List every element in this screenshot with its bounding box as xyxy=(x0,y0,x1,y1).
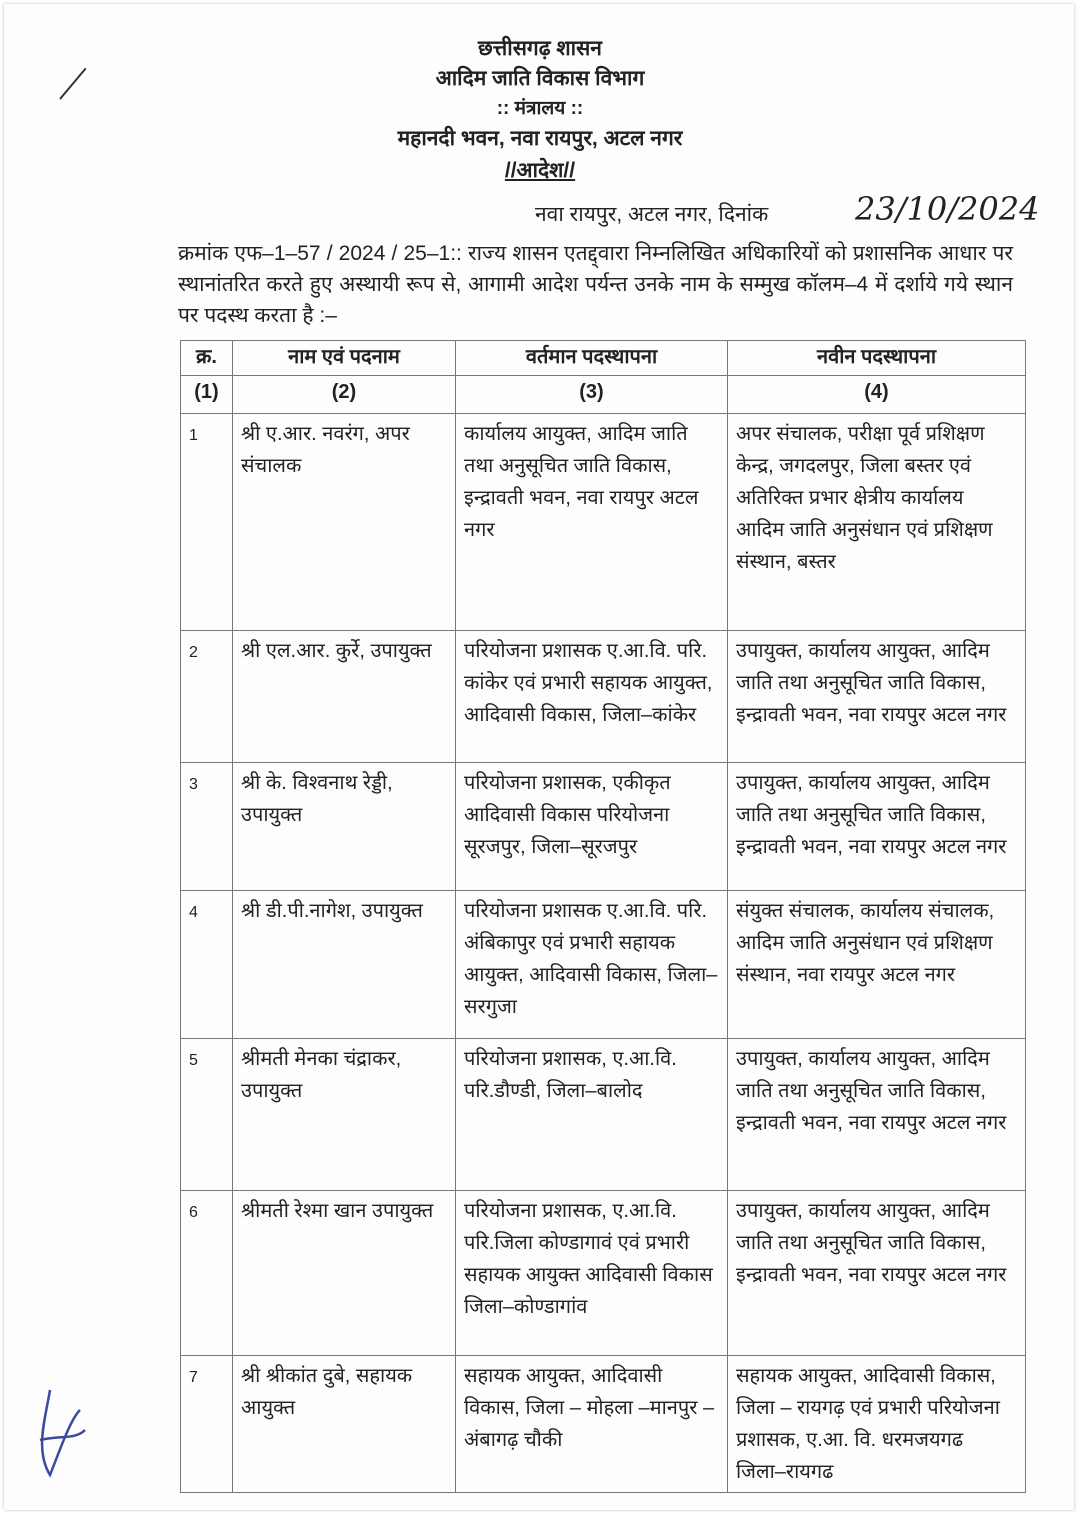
ministry-label: :: मंत्रालय :: xyxy=(496,98,584,119)
table-row xyxy=(181,631,1026,763)
serial-number: 5 xyxy=(181,1039,233,1191)
new-posting: अपर संचालक, परीक्षा पूर्व प्रशिक्षण केन्द्र, जगदलपुर, जिला बस्तर एवं अतिरिक्त प्रभार क्षेत्रीय कार्यालय आदिम जाति अनुसंधान एवं प्रशिक्षण संस्थान, बस्तर xyxy=(728,414,1026,631)
serial-number: 3 xyxy=(181,763,233,891)
table-row xyxy=(181,1039,1026,1191)
officer-name: श्रीमती मेनका चंद्राकर, उपायुक्त xyxy=(233,1039,456,1191)
officer-name: श्री एल.आर. कुर्रे, उपायुक्त xyxy=(233,631,456,763)
serial-number: 4 xyxy=(181,891,233,1039)
table-row xyxy=(181,1191,1026,1356)
table-header xyxy=(181,341,1026,376)
date-place: नवा रायपुर, अटल नगर, दिनांक xyxy=(535,203,769,226)
address: महानदी भवन, नवा रायपुर, अटल नगर xyxy=(397,127,683,150)
new-posting: उपायुक्त, कार्यालय आयुक्त, आदिम जाति तथा अनुसूचित जाति विकास, इन्द्रावती भवन, नवा रायपुर अटल नगर xyxy=(728,1191,1026,1356)
new-posting: सहायक आयुक्त, आदिवासी विकास, जिला – रायगढ़ एवं प्रभारी परियोजना प्रशासक, ए.आ. वि. धरमजयगढ जिला–रायगढ xyxy=(728,1356,1026,1493)
order-title: //आदेश// xyxy=(504,159,576,182)
new-posting: उपायुक्त, कार्यालय आयुक्त, आदिम जाति तथा अनुसूचित जाति विकास, इन्द्रावती भवन, नवा रायपुर अटल नगर xyxy=(728,763,1026,891)
transfer-table xyxy=(180,340,1026,1493)
col-number: (1) xyxy=(181,376,233,414)
handwritten-date: 23/10/2024 xyxy=(855,190,1040,228)
column-number-row xyxy=(181,376,1026,414)
government-name: छत्तीसगढ़ शासन xyxy=(478,37,602,60)
new-posting: उपायुक्त, कार्यालय आयुक्त, आदिम जाति तथा अनुसूचित जाति विकास, इन्द्रावती भवन, नवा रायपुर अटल नगर xyxy=(728,1039,1026,1191)
serial-number: 1 xyxy=(181,414,233,631)
current-posting: परियोजना प्रशासक ए.आ.वि. परि. अंबिकापुर एवं प्रभारी सहायक आयुक्त, आदिवासी विकास, जिला–सरगुजा xyxy=(456,891,728,1039)
current-posting: परियोजना प्रशासक, एकीकृत आदिवासी विकास परियोजना सूरजपुर, जिला–सूरजपुर xyxy=(456,763,728,891)
signature-mark xyxy=(30,1380,90,1490)
current-posting: परियोजना प्रशासक ए.आ.वि. परि. कांकेर एवं प्रभारी सहायक आयुक्त, आदिवासी विकास, जिला–कांकेर xyxy=(456,631,728,763)
current-posting: परियोजना प्रशासक, ए.आ.वि. परि.जिला कोण्डागावं एवं प्रभारी सहायक आयुक्त आदिवासी विकास जिला–कोण्डागांव xyxy=(456,1191,728,1356)
table-row xyxy=(181,891,1026,1039)
serial-number: 7 xyxy=(181,1356,233,1493)
current-posting: कार्यालय आयुक्त, आदिम जाति तथा अनुसूचित जाति विकास, इन्द्रावती भवन, नवा रायपुर अटल नगर xyxy=(456,414,728,631)
officer-name: श्रीमती रेश्मा खान उपायुक्त xyxy=(233,1191,456,1356)
header-current: वर्तमान पदस्थापना xyxy=(456,341,728,376)
current-posting: सहायक आयुक्त, आदिवासी विकास, जिला – मोहला –मानपुर –अंबागढ़ चौकी xyxy=(456,1356,728,1493)
officer-name: श्री डी.पी.नागेश, उपायुक्त xyxy=(233,891,456,1039)
current-posting: परियोजना प्रशासक, ए.आ.वि. परि.डौण्डी, जिला–बालोद xyxy=(456,1039,728,1191)
col-number: (3) xyxy=(456,376,728,414)
header-sn: क्र. xyxy=(181,341,233,376)
table-row xyxy=(181,414,1026,631)
col-number: (2) xyxy=(233,376,456,414)
col-number: (4) xyxy=(728,376,1026,414)
table-row xyxy=(181,763,1026,891)
table-row xyxy=(181,1356,1026,1493)
header-name: नाम एवं पदनाम xyxy=(233,341,456,376)
new-posting: संयुक्त संचालक, कार्यालय संचालक, आदिम जाति अनुसंधान एवं प्रशिक्षण संस्थान, नवा रायपुर अटल नगर xyxy=(728,891,1026,1039)
officer-name: श्री के. विश्वनाथ रेड्डी, उपायुक्त xyxy=(233,763,456,891)
serial-number: 2 xyxy=(181,631,233,763)
officer-name: श्री श्रीकांत दुबे, सहायक आयुक्त xyxy=(233,1356,456,1493)
header-new: नवीन पदस्थापना xyxy=(728,341,1026,376)
order-text: क्रमांक एफ–1–57 / 2024 / 25–1:: राज्य शासन एतद्द्वारा निम्नलिखित अधिकारियों को प्रशासनिक आधार पर स्थानांतरित करते हुए अस्थायी रूप से, आगामी आदेश पर्यन्त उनके नाम के सम्मुख कॉलम–4 में दर्शाये गये स्थान पर पदस्थ करता है :– xyxy=(178,242,1013,327)
new-posting: उपायुक्त, कार्यालय आयुक्त, आदिम जाति तथा अनुसूचित जाति विकास, इन्द्रावती भवन, नवा रायपुर अटल नगर xyxy=(728,631,1026,763)
officer-name: श्री ए.आर. नवरंग, अपर संचालक xyxy=(233,414,456,631)
serial-number: 6 xyxy=(181,1191,233,1356)
department-name: आदिम जाति विकास विभाग xyxy=(435,67,645,90)
